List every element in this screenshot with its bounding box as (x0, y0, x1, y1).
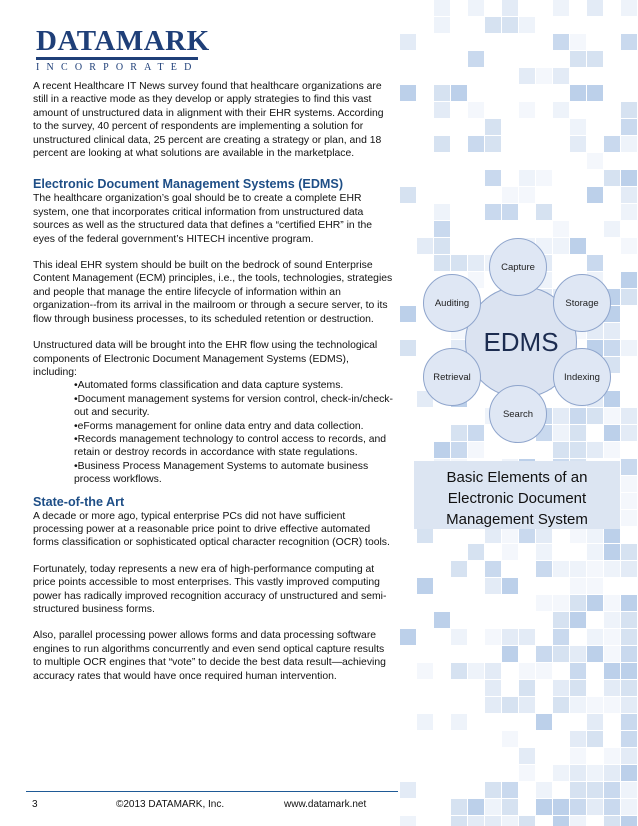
mosaic-tile (570, 680, 586, 696)
mosaic-tile (400, 340, 416, 356)
mosaic-tile (400, 34, 416, 50)
mosaic-tile (587, 561, 603, 577)
mosaic-tile (604, 527, 620, 543)
mosaic-tile (434, 0, 450, 16)
mosaic-tile (570, 119, 586, 135)
mosaic-tile (604, 748, 620, 764)
mosaic-tile (400, 782, 416, 798)
state-paragraph-1: A decade or more ago, typical enterprise PCs did not have sufficient processing power at a reasonable price point to drive effective automated forms classification or sophisticated optical character recognition (OCR) tools. (33, 510, 390, 549)
mosaic-tile (570, 85, 586, 101)
mosaic-tile (553, 34, 569, 50)
mosaic-tile (604, 799, 620, 815)
mosaic-tile (434, 85, 450, 101)
mosaic-tile (519, 765, 535, 781)
mosaic-tile (553, 612, 569, 628)
mosaic-tile (587, 85, 603, 101)
mosaic-tile (604, 663, 620, 679)
mosaic-tile (604, 765, 620, 781)
mosaic-tile (485, 561, 501, 577)
mosaic-tile (519, 816, 535, 826)
mosaic-tile (570, 782, 586, 798)
footer-rule (26, 791, 398, 792)
mosaic-tile (434, 612, 450, 628)
mosaic-tile (570, 765, 586, 781)
mosaic-tile (485, 680, 501, 696)
mosaic-tile (468, 102, 484, 118)
mosaic-tile (536, 561, 552, 577)
mosaic-tile (570, 34, 586, 50)
mosaic-tile (400, 85, 416, 101)
edms-paragraph-3: Unstructured data will be brought into the EHR flow using the technological components of Electronic Document Management Systems (EDMS), including: (33, 340, 378, 378)
mosaic-tile (587, 731, 603, 747)
mosaic-tile (604, 816, 620, 826)
mosaic-tile (485, 136, 501, 152)
mosaic-tile (587, 595, 603, 611)
mosaic-tile (553, 561, 569, 577)
website-url: www.datamark.net (284, 799, 367, 810)
mosaic-tile (553, 646, 569, 662)
mosaic-tile (519, 187, 535, 203)
mosaic-tile (502, 799, 518, 815)
mosaic-tile (621, 119, 637, 135)
mosaic-tile (570, 561, 586, 577)
mosaic-tile (485, 799, 501, 815)
mosaic-tile (570, 697, 586, 713)
main-column (33, 80, 393, 683)
mosaic-tile (468, 663, 484, 679)
mosaic-tile (400, 306, 416, 322)
mosaic-tile (536, 799, 552, 815)
mosaic-tile (536, 170, 552, 186)
mosaic-tile (451, 85, 467, 101)
mosaic-tile (519, 17, 535, 33)
mosaic-tile (434, 102, 450, 118)
mosaic-tile (485, 170, 501, 186)
mosaic-tile (536, 204, 552, 220)
mosaic-tile (587, 0, 603, 16)
mosaic-tile (621, 697, 637, 713)
mosaic-tile (621, 561, 637, 577)
copyright: ©2013 DATAMARK, Inc. (116, 799, 225, 810)
mosaic-tile (502, 816, 518, 826)
mosaic-tile (587, 51, 603, 67)
mosaic-tile (621, 0, 637, 16)
list-item: •Automated forms classification and data capture systems. (74, 380, 344, 392)
mosaic-tile (621, 765, 637, 781)
mosaic-tile (587, 544, 603, 560)
mosaic-tile (621, 204, 637, 220)
mosaic-tile (502, 0, 518, 16)
capture-node: Capture (489, 238, 547, 296)
mosaic-tile (621, 187, 637, 203)
auditing-node: Auditing (423, 274, 481, 332)
mosaic-tile (604, 136, 620, 152)
mosaic-tile (621, 102, 637, 118)
mosaic-tile (587, 714, 603, 730)
mosaic-tile (604, 561, 620, 577)
mosaic-tile (570, 731, 586, 747)
mosaic-tile (553, 816, 569, 826)
mosaic-tile (417, 578, 433, 594)
mosaic-tile (417, 663, 433, 679)
retrieval-node: Retrieval (423, 348, 481, 406)
mosaic-tile (502, 697, 518, 713)
mosaic-tile (570, 595, 586, 611)
mosaic-tile (553, 102, 569, 118)
mosaic-tile (621, 646, 637, 662)
mosaic-tile (570, 816, 586, 826)
mosaic-tile (485, 663, 501, 679)
mosaic-tile (621, 714, 637, 730)
edms-bullet-list (33, 379, 393, 486)
edms-diagram (415, 230, 625, 455)
mosaic-tile (468, 544, 484, 560)
diagram-caption: Basic Elements of an Electronic Document Management System (414, 461, 620, 529)
mosaic-tile (451, 663, 467, 679)
mosaic-tile (502, 629, 518, 645)
mosaic-tile (621, 34, 637, 50)
mosaic-tile (604, 544, 620, 560)
mosaic-tile (451, 799, 467, 815)
mosaic-tile (536, 68, 552, 84)
mosaic-tile (604, 595, 620, 611)
mosaic-tile (502, 17, 518, 33)
mosaic-tile (519, 697, 535, 713)
mosaic-tile (400, 816, 416, 826)
page-number: 3 (32, 799, 38, 810)
mosaic-tile (468, 0, 484, 16)
mosaic-tile (587, 187, 603, 203)
mosaic-tile (621, 799, 637, 815)
mosaic-tile (621, 782, 637, 798)
mosaic-tile (502, 187, 518, 203)
edms-paragraph-2: This ideal EHR system should be built on the bedrock of sound Enterprise Content Management (ECM) principles, i.e., the tools, technologies, strategies and people that manage the entire lifecycle of information within an organization--from its arrival in the mailroom or through a secure server, to its flow through business processes, to its scheduled retention or destruction. (33, 260, 393, 325)
mosaic-tile (451, 561, 467, 577)
mosaic-tile (621, 612, 637, 628)
mosaic-tile (621, 629, 637, 645)
mosaic-tile (485, 204, 501, 220)
mosaic-tile (502, 204, 518, 220)
mosaic-tile (587, 153, 603, 169)
mosaic-tile (621, 816, 637, 826)
mosaic-tile (451, 714, 467, 730)
mosaic-tile (570, 748, 586, 764)
mosaic-tile (485, 782, 501, 798)
mosaic-tile (502, 731, 518, 747)
mosaic-tile (536, 646, 552, 662)
mosaic-tile (587, 782, 603, 798)
state-paragraph-3: Also, parallel processing power allows forms and data processing software engines to run algorithms concurrently and even send optical capture results to multiple OCR engines that “vote” to decide the best data result—achieving accuracy rates that would have once required human intervention. (33, 630, 386, 682)
mosaic-tile (417, 527, 433, 543)
mosaic-tile (519, 170, 535, 186)
edms-paragraph-1: The healthcare organization’s goal should be to create a complete EHR system, one that incorporates critical information from unstructured data sources as well as the structured data that defines a “certified EHR” in the eyes of the federal government’s HITECH incentive program. (33, 193, 373, 245)
mosaic-tile (451, 816, 467, 826)
mosaic-tile (621, 544, 637, 560)
logo-text: DATAMARK (36, 25, 210, 57)
mosaic-tile (621, 731, 637, 747)
mosaic-tile (604, 782, 620, 798)
mosaic-tile (536, 544, 552, 560)
state-paragraph-2: Fortunately, today represents a new era of high-performance computing at price points accessible to most enterprises. This vastly improved computing power has radically improved recognition accuracy of unstructured and semi-structured business forms. (33, 563, 387, 615)
mosaic-tile (621, 663, 637, 679)
mosaic-tile (553, 765, 569, 781)
indexing-node: Indexing (553, 348, 611, 406)
mosaic-tile (434, 136, 450, 152)
mosaic-tile (485, 17, 501, 33)
mosaic-tile (417, 714, 433, 730)
mosaic-tile (468, 799, 484, 815)
mosaic-tile (587, 697, 603, 713)
mosaic-tile (553, 68, 569, 84)
storage-node: Storage (553, 274, 611, 332)
list-item: •eForms management for online data entry and data collection. (74, 420, 364, 432)
state-of-art-heading: State-of-the Art (33, 494, 125, 509)
mosaic-tile (621, 476, 637, 492)
mosaic-tile (587, 578, 603, 594)
mosaic-tile (621, 170, 637, 186)
mosaic-tile (451, 629, 467, 645)
mosaic-tile (553, 629, 569, 645)
mosaic-tile (570, 646, 586, 662)
mosaic-tile (553, 680, 569, 696)
mosaic-tile (536, 714, 552, 730)
datamark-logo (36, 25, 210, 73)
mosaic-tile (604, 697, 620, 713)
mosaic-tile (468, 816, 484, 826)
mosaic-tile (519, 748, 535, 764)
mosaic-tile (621, 680, 637, 696)
mosaic-tile (485, 629, 501, 645)
mosaic-tile (604, 646, 620, 662)
mosaic-tile (502, 578, 518, 594)
mosaic-tile (621, 136, 637, 152)
mosaic-tile (502, 544, 518, 560)
mosaic-tile (519, 629, 535, 645)
mosaic-tile (570, 799, 586, 815)
mosaic-tile (604, 612, 620, 628)
mosaic-tile (519, 663, 535, 679)
mosaic-tile (536, 595, 552, 611)
mosaic-tile (587, 646, 603, 662)
mosaic-tile (570, 136, 586, 152)
mosaic-tile (604, 680, 620, 696)
mosaic-tile (587, 527, 603, 543)
mosaic-tile (485, 816, 501, 826)
mosaic-tile (621, 510, 637, 526)
mosaic-tile (553, 0, 569, 16)
mosaic-tile (400, 629, 416, 645)
list-item: •Business Process Management Systems to automate business process workflows. (74, 460, 369, 486)
mosaic-tile (621, 459, 637, 475)
mosaic-tile (502, 646, 518, 662)
mosaic-tile (621, 595, 637, 611)
edms-center-circle: EDMS (465, 286, 577, 398)
mosaic-tile (553, 697, 569, 713)
mosaic-tile (519, 102, 535, 118)
list-item: •Document management systems for version control, check-in/check-out and security. (74, 393, 393, 419)
mosaic-tile (519, 680, 535, 696)
mosaic-tile (587, 765, 603, 781)
mosaic-tile (604, 629, 620, 645)
search-node: Search (489, 385, 547, 443)
list-item: •Records management technology to control access to records, and retain or destroy records in accordance with state regulations. (74, 433, 387, 459)
mosaic-tile (570, 578, 586, 594)
mosaic-tile (519, 68, 535, 84)
mosaic-tile (570, 51, 586, 67)
mosaic-tile (604, 170, 620, 186)
logo-rule (36, 57, 198, 60)
mosaic-tile (485, 119, 501, 135)
mosaic-tile (468, 136, 484, 152)
mosaic-tile (536, 663, 552, 679)
mosaic-tile (621, 493, 637, 509)
mosaic-tile (536, 782, 552, 798)
mosaic-tile (570, 663, 586, 679)
mosaic-tile (400, 187, 416, 203)
intro-paragraph: A recent Healthcare IT News survey found that healthcare organizations are still in a reactive mode as they develop or apply strategies to find this vast amount of unstructured data in alignment with their EHR systems. According to the survey, 40 percent of respondents are implementing a solution for unstructured clinical data, 25 percent are creating a strategy or plan, and 18 percent are looking at what solutions are available in the marketplace. (33, 81, 384, 160)
mosaic-tile (553, 595, 569, 611)
mosaic-tile (434, 17, 450, 33)
logo-subtext: INCORPORATED (36, 62, 199, 73)
mosaic-tile (502, 782, 518, 798)
edms-heading: Electronic Document Management Systems (EDMS) (33, 177, 344, 192)
mosaic-tile (553, 799, 569, 815)
mosaic-tile (434, 204, 450, 220)
mosaic-tile (621, 748, 637, 764)
mosaic-tile (587, 629, 603, 645)
mosaic-tile (468, 51, 484, 67)
mosaic-tile (485, 578, 501, 594)
mosaic-tile (570, 612, 586, 628)
mosaic-tile (485, 697, 501, 713)
mosaic-tile (587, 799, 603, 815)
